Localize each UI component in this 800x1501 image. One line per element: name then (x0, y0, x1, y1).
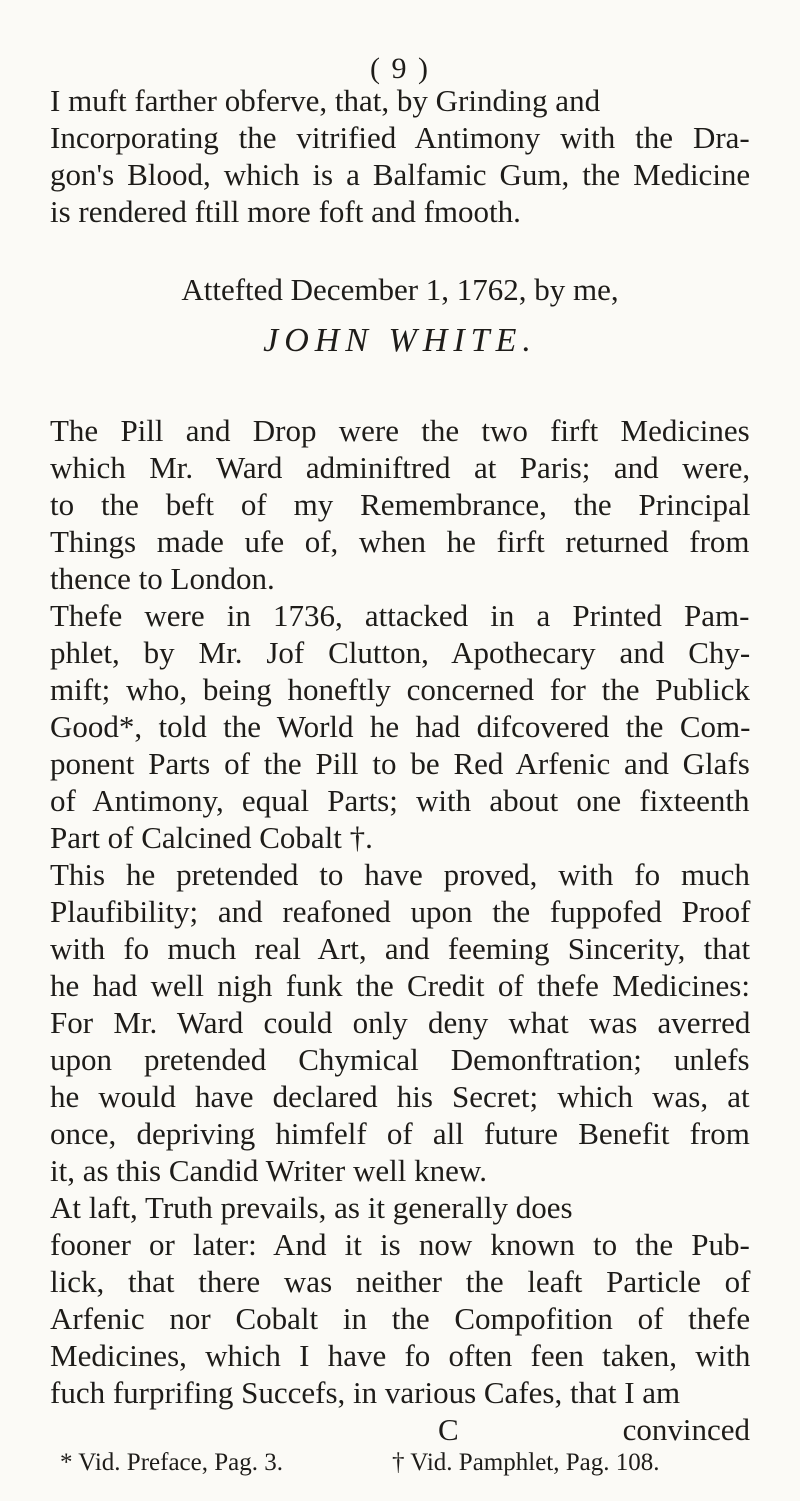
paragraph-pill-and-drop (50, 412, 750, 597)
text-line: Plaufibility; and reafoned upon the fuppofed Proof (50, 894, 751, 929)
text-line: For Mr. Ward could only deny what was averred (50, 1005, 751, 1040)
text-line: he had well nigh funk the Credit of thefe Medicines: (50, 968, 750, 1003)
text-line: lick, that there was neither the leaft Particle of (50, 1264, 751, 1299)
text-line: Thefe were in 1736, attacked in a Printed Pam- (50, 598, 750, 633)
text-line: Medicines, which I have fo often feen taken, with (50, 1338, 751, 1373)
text-line: ponent Parts of the Pill to be Red Arfenic and Glafs (50, 746, 750, 781)
text-line: I muft farther obferve, that, by Grinding and (50, 83, 601, 118)
text-line: upon pretended Chymical Demonftration; unlefs (50, 1042, 750, 1077)
text-line: Arfenic nor Cobalt in the Compofition of thefe (50, 1301, 751, 1336)
text-line: fooner or later: And it is now known to the Pub- (50, 1227, 750, 1262)
text-line: phlet, by Mr. Jof Clutton, Apothecary and Chy- (50, 635, 751, 670)
text-line: of Antimony, equal Parts; with about one fixteenth (50, 783, 750, 818)
page-number: ( 9 ) (370, 52, 430, 85)
text-line: is rendered ftill more foft and fmooth. (50, 194, 521, 229)
text-line: fuch furprifing Succefs, in various Cafes, that I am (50, 1375, 681, 1410)
text-line: with fo much real Art, and feeming Sincerity, that (50, 931, 751, 966)
paragraph-truth-prevails (50, 1189, 750, 1411)
text-line: Incorporating the vitrified Antimony with the Dra- (50, 120, 750, 155)
paragraph-grinding (50, 82, 750, 230)
text-line: The Pill and Drop were the two firft Medicines (50, 413, 750, 448)
text-line: gon's Blood, which is a Balfamic Gum, the Medicine (50, 157, 751, 192)
text-line: to the beft of my Remembrance, the Principal (50, 487, 751, 522)
signature-mark: C (438, 1412, 459, 1447)
text-line: he would have declared his Secret; which was, at (50, 1079, 750, 1114)
text-line: once, depriving himfelf of all future Benefit from (50, 1116, 750, 1151)
signature-john-white: JOHN WHITE. (263, 322, 537, 359)
text-line: mift; who, being honeftly concerned for the Publick (50, 672, 750, 707)
text-line: which Mr. Ward adminiftred at Paris; and were, (50, 450, 751, 485)
footnote-preface: * Vid. Preface, Pag. 3. (60, 1449, 283, 1476)
text-line: it, as this Candid Writer well knew. (50, 1153, 487, 1188)
text-line: thence to London. (50, 561, 275, 596)
text-line: Good*, told the World he had difcovered the Com- (50, 709, 751, 744)
catchword: convinced (622, 1412, 750, 1447)
text-line: At laft, Truth prevails, as it generally does (50, 1190, 573, 1225)
text-line: Things made ufe of, when he firft returned from (50, 524, 750, 559)
text-line: This he pretended to have proved, with fo much (50, 857, 750, 892)
paragraph-plausibility (50, 856, 750, 1189)
paragraph-pamphlet-attack (50, 597, 750, 856)
footnote-pamphlet: † Vid. Pamphlet, Pag. 108. (392, 1449, 660, 1476)
attestation-line: Attefted December 1, 1762, by me, (181, 272, 619, 307)
text-line: Part of Calcined Cobalt †. (50, 820, 373, 855)
